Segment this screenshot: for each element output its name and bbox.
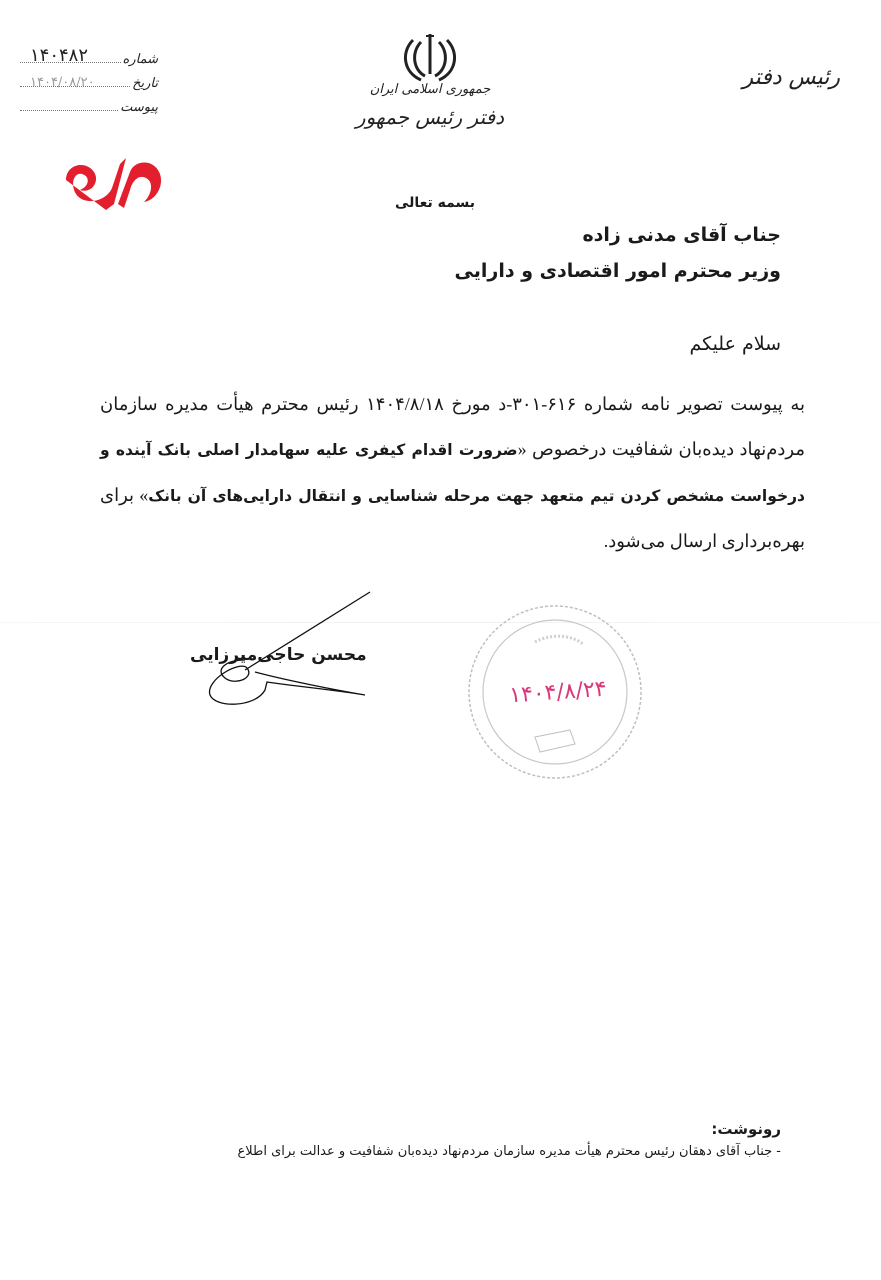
letter-body-intro: به پیوست تصویر نامه شماره ۶۱۶-۳۰۱-د مورخ ۱۴۰۴/۸/۱۸ رئیس محترم هیأت مدیره سازمان مردم‌نهاد دیده‌بان شفافیت درخصوص « bbox=[100, 394, 805, 459]
invocation: بسمه تعالی bbox=[394, 195, 476, 211]
reference-attachment-label: پیوست bbox=[120, 100, 158, 115]
stamp-date: ۱۴۰۴/۸/۲۴ bbox=[508, 676, 608, 709]
reference-attachment-field bbox=[20, 110, 118, 111]
mehr-news-logo-icon bbox=[60, 150, 164, 218]
office-head-label: رئیس دفتر bbox=[742, 65, 840, 90]
header-office: دفتر رئیس جمهور bbox=[355, 105, 505, 129]
letter-body bbox=[100, 382, 805, 564]
reference-block bbox=[18, 45, 158, 124]
reference-number-label: شماره bbox=[122, 52, 158, 67]
reference-number-value: ۱۴۰۴۸۲ bbox=[30, 45, 89, 66]
paper-fold-line bbox=[0, 622, 881, 623]
header-country: جمهوری اسلامی ایران bbox=[369, 82, 491, 97]
reference-date-label: تاریخ bbox=[132, 76, 158, 91]
reference-number-row bbox=[18, 45, 158, 76]
reference-date-field bbox=[20, 75, 130, 90]
reference-attachment-row bbox=[18, 100, 158, 124]
reference-number-field bbox=[20, 45, 121, 66]
reference-date-row bbox=[18, 76, 158, 100]
greeting: سلام علیکم bbox=[689, 333, 781, 355]
iran-emblem-icon bbox=[395, 30, 465, 85]
cc-item: - جناب آقای دهقان رئیس محترم هیأت مدیره سازمان مردم‌نهاد دیده‌بان شفافیت و عدالت برای اطلاع bbox=[237, 1144, 781, 1159]
signer-name: محسن حاجی‌میرزایی bbox=[190, 645, 367, 665]
letter-body-subject: ضرورت اقدام کیفری علیه سهامدار اصلی بانک آینده و درخواست مشخص کردن تیم متعهد جهت مرحله شناسایی و انتقال دارایی‌های آن بانک bbox=[100, 441, 806, 505]
addressee-name: جناب آقای مدنی زاده bbox=[582, 224, 781, 246]
reference-date-value: ۱۴۰۴/۰۸/۲۰ bbox=[30, 75, 95, 90]
cc-title: رونوشت: bbox=[711, 1120, 781, 1138]
letter-body-closing: » برای بهره‌برداری ارسال می‌شود. bbox=[100, 485, 805, 551]
addressee-title: وزیر محترم امور اقتصادی و دارایی bbox=[454, 260, 781, 282]
